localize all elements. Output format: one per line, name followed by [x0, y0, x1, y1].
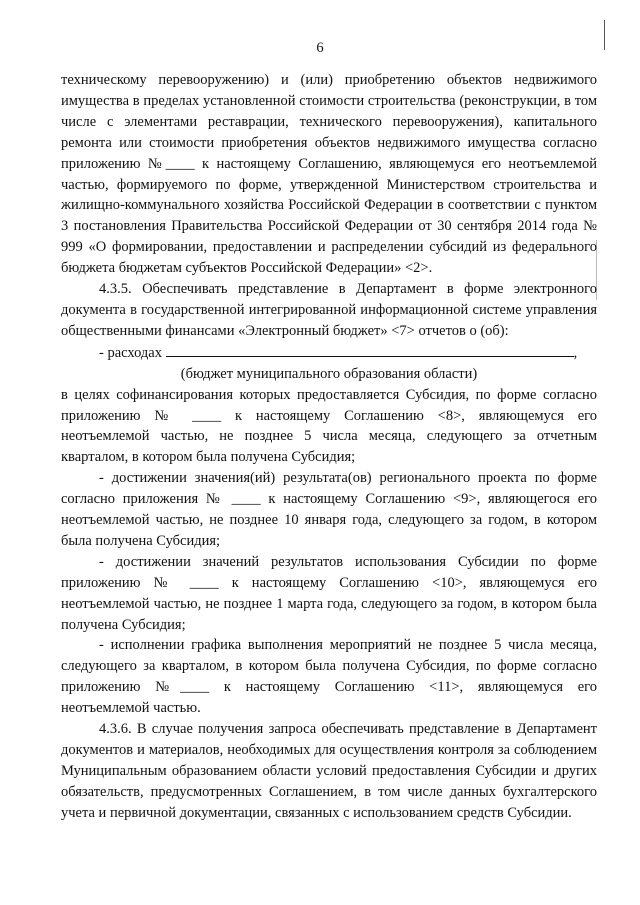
expenses-label: - расходах — [99, 344, 162, 361]
paragraph-schedule: - исполнении графика выполнения мероприятий не позднее 5 числа месяца, следующего за кварталом, в котором была получена Субсидия, по форме согласно приложению №____ к настоящему Соглашению <11>, являющемуся его неотъемлемой частью. — [61, 637, 597, 717]
page-number: 6 — [316, 40, 324, 56]
paragraph-expenses-report: в целях софинансирования которых предоставляется Субсидия, по форме согласно приложению № ____ к настоящему Соглашению <8>, являющемуся его неотъемлемой частью, не позднее 5 числа месяца, следующего за отчетным кварталом, в котором была получена Субсидия; — [61, 386, 597, 466]
document-body — [61, 70, 597, 824]
paragraph-regional-project: - достижении значения(ий) результата(ов) регионального проекта по форме согласно приложения № ____ к настоящему Соглашению <9>, являющегося его неотъемлемой частью, не позднее 10 января года, следующего за годом, в котором была получена Субсидия; — [61, 470, 597, 549]
expenses-line: - расходах , — [61, 342, 597, 364]
paragraph-subsidy-results: - достижении значений результатов использования Субсидии по форме приложению № ____ к настоящему Соглашению <10>, являющемуся его неотъемлемой частью, не позднее 1 марта года, следующего за годом, в котором была получена Субсидия; — [61, 553, 597, 633]
paragraph-4-3-6: 4.3.6. В случае получения запроса обеспечивать представление в Департамент документов и материалов, необходимых для осуществления контроля за соблюдением Муниципальным образованием области условий предоставления Субсидии и других обязательств, предусмотренных Соглашением, в том числе данных бухгалтерского учета и первичной документации, связанных с использованием средств Субсидии. — [61, 721, 597, 821]
expenses-blank — [166, 342, 574, 357]
scan-artifact-line — [604, 20, 605, 50]
expenses-caption: (бюджет муниципального образования области) — [180, 365, 478, 382]
paragraph-4-3-5: 4.3.5. Обеспечивать представление в Департамент в форме электронного документа в государственной интегрированной информационной системе управления общественными финансами «Электронный бюджет» <7> отчетов о (об): — [61, 281, 597, 339]
paragraph-continuation: техническому перевооружению) и (или) приобретению объектов недвижимого имущества в пределах установленной стоимости строительства (реконструкции, в том числе с элементами реставрации, технического перевооружения), капитального ремонта или стоимости приобретения объектов недвижимого имущества согласно приложению №____ к настоящему Соглашению, являющемуся его неотъемлемой частью, формируемого по форме, утвержденной Министерством строительства и жилищно-коммунального хозяйства Российской Федерации в соответствии с пунктом 3 постановления Правительства Российской Федерации от 30 сентября 2014 года № 999 «О формировании, предоставлении и распределении субсидий из федерального бюджета бюджетам субъектов Российской Федерации» <2>. — [61, 72, 597, 277]
scan-artifact-line — [596, 240, 597, 300]
